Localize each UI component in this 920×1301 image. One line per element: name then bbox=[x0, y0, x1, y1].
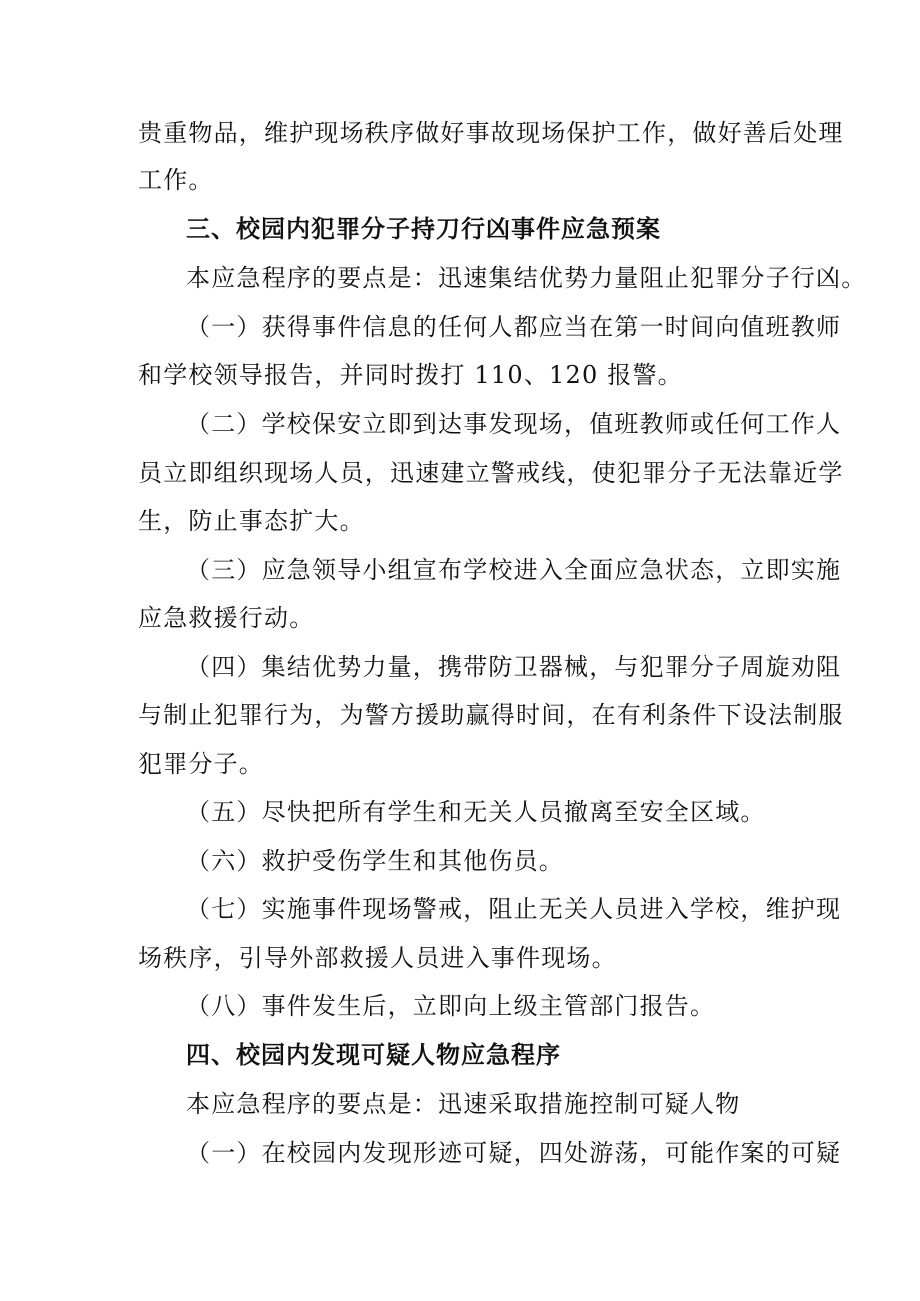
body-line-1: 贵重物品，维护现场秩序做好事故现场保护工作，做好善后处理 bbox=[138, 119, 844, 147]
item-3-3-line-1: （三）应急领导小组宣布学校进入全面应急状态，立即实施 bbox=[186, 556, 842, 584]
item-3-8: （八）事件发生后，立即向上级主管部门报告。 bbox=[186, 992, 716, 1020]
item-3-3-line-2: 应急救援行动。 bbox=[138, 604, 315, 632]
item-3-1-line-2: 和学校领导报告，并同时拨打 110、120 报警。 bbox=[138, 361, 683, 389]
item-3-2-line-1: （二）学校保安立即到达事发现场，值班教师或任何工作人 bbox=[186, 410, 842, 438]
section-heading-4: 四、校园内发现可疑人物应急程序 bbox=[186, 1040, 561, 1069]
item-3-6: （六）救护受伤学生和其他伤员。 bbox=[186, 847, 564, 875]
item-3-4-line-3: 犯罪分子。 bbox=[138, 750, 264, 778]
item-3-7-line-2: 场秩序，引导外部救援人员进入事件现场。 bbox=[138, 944, 617, 972]
key-point-line-4: 本应急程序的要点是：迅速采取措施控制可疑人物 bbox=[186, 1090, 741, 1118]
item-3-4-line-1: （四）集结优势力量，携带防卫器械，与犯罪分子周旋劝阻 bbox=[186, 653, 842, 681]
item-3-2-line-2: 员立即组织现场人员，迅速建立警戒线，使犯罪分子无法靠近学 bbox=[138, 459, 844, 487]
key-point-line-3: 本应急程序的要点是：迅速集结优势力量阻止犯罪分子行凶。 bbox=[186, 264, 867, 292]
item-4-1-line-1: （一）在校园内发现形迹可疑，四处游荡，可能作案的可疑 bbox=[186, 1139, 842, 1167]
item-3-1-line-1: （一）获得事件信息的任何人都应当在第一时间向值班教师 bbox=[186, 313, 842, 341]
item-3-4-line-2: 与制止犯罪行为，为警方援助赢得时间，在有利条件下设法制服 bbox=[138, 701, 844, 729]
item-3-5: （五）尽快把所有学生和无关人员撤离至安全区域。 bbox=[186, 798, 766, 826]
item-3-7-line-1: （七）实施事件现场警戒，阻止无关人员进入学校，维护现 bbox=[186, 895, 842, 923]
section-heading-3: 三、校园内犯罪分子持刀行凶事件应急预案 bbox=[186, 214, 661, 243]
item-3-2-line-3: 生，防止事态扩大。 bbox=[138, 507, 365, 535]
body-line-2: 工作。 bbox=[138, 166, 214, 194]
